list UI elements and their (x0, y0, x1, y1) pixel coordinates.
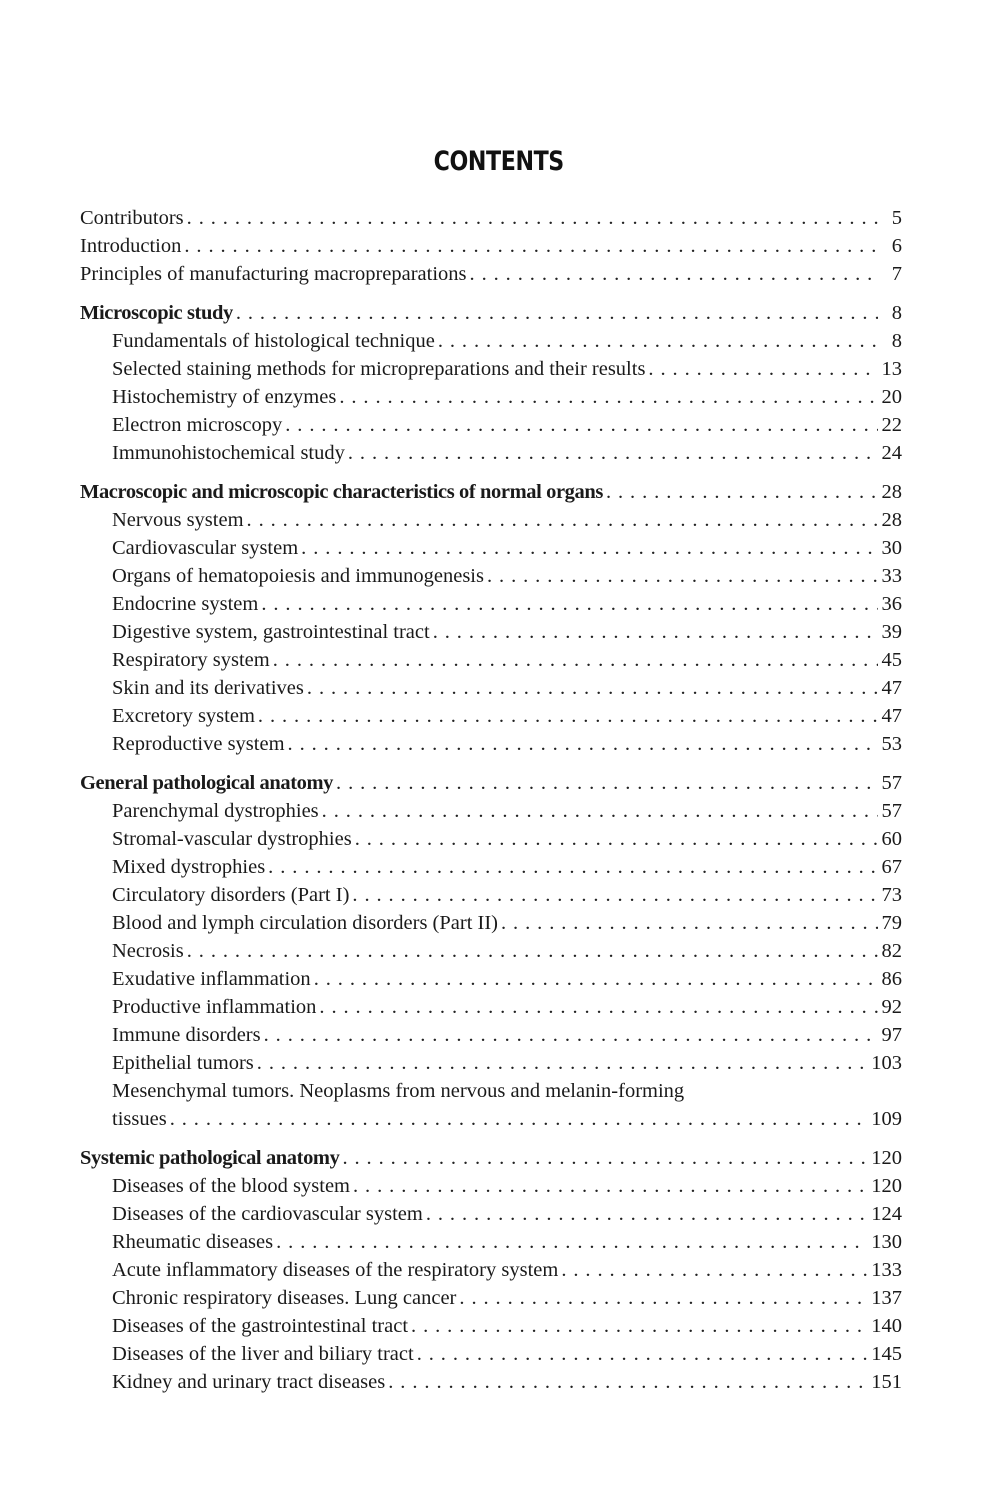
toc-entry-page: 79 (881, 912, 902, 934)
leader-dots (459, 1284, 867, 1312)
toc-entry-label: Rheumatic diseases (112, 1231, 274, 1253)
toc-entry[interactable] (80, 260, 902, 288)
leader-dots (288, 730, 878, 758)
toc-entry[interactable] (80, 797, 902, 825)
toc-entry-label: Respiratory system (112, 649, 270, 671)
toc-entry[interactable] (80, 327, 902, 355)
leader-dots (355, 825, 878, 853)
toc-entry-label: Organs of hematopoiesis and immunogenesis (112, 565, 484, 587)
toc-entry-label: Skin and its derivatives (112, 677, 304, 699)
toc-entry-page: 67 (881, 856, 902, 878)
leader-dots (236, 299, 878, 327)
toc-entry-label: Excretory system (112, 705, 255, 727)
toc-entry[interactable] (80, 730, 902, 758)
toc-entry-page: 130 (871, 1231, 902, 1253)
toc-entry-page: 97 (881, 1024, 902, 1046)
toc-entry-label: Selected staining methods for micropreparations and their results (112, 358, 646, 380)
toc-entry[interactable] (80, 1284, 902, 1312)
toc-entry[interactable] (80, 506, 902, 534)
toc-section-heading[interactable] (80, 299, 902, 327)
toc-entry-label: Epithelial tumors (112, 1052, 254, 1074)
toc-entry[interactable] (80, 1200, 902, 1228)
toc-entry-label: Histochemistry of enzymes (112, 386, 337, 408)
toc-entry-label: Diseases of the blood system (112, 1175, 350, 1197)
toc-entry-page: 82 (881, 940, 902, 962)
table-of-contents (80, 204, 902, 1407)
toc-entry-label: Reproductive system (112, 733, 285, 755)
toc-entry-page: 57 (881, 800, 902, 822)
toc-entry-wrapped-line[interactable] (80, 1077, 902, 1105)
toc-entry-label: Necrosis (112, 940, 184, 962)
toc-entry-page: 5 (891, 207, 902, 229)
toc-section-normal-organs (80, 478, 902, 758)
leader-dots (258, 702, 878, 730)
toc-heading-label: Microscopic study (80, 302, 233, 324)
toc-entry-page: 92 (881, 996, 902, 1018)
toc-entry[interactable] (80, 853, 902, 881)
leader-dots (336, 769, 877, 797)
toc-entry-page: 140 (871, 1315, 902, 1337)
toc-entry-label: Fundamentals of histological technique (112, 330, 435, 352)
leader-dots (438, 327, 878, 355)
toc-entry[interactable] (80, 383, 902, 411)
toc-entry-label: Nervous system (112, 509, 244, 531)
toc-entry-page: 47 (881, 677, 902, 699)
leader-dots (501, 909, 878, 937)
leader-dots (187, 937, 878, 965)
leader-dots (426, 1200, 867, 1228)
toc-entry-label: Electron microscopy (112, 414, 283, 436)
toc-entry[interactable] (80, 562, 902, 590)
toc-entry-page: 145 (871, 1343, 902, 1365)
leader-dots (339, 383, 877, 411)
leader-dots (247, 506, 878, 534)
toc-section-general-pathological-anatomy (80, 769, 902, 1133)
toc-entry-page: 33 (881, 565, 902, 587)
toc-entry-label: Cardiovascular system (112, 537, 299, 559)
toc-entry-page: 137 (871, 1287, 902, 1309)
leader-dots (187, 204, 878, 232)
leader-dots (273, 646, 878, 674)
toc-entry-label: Circulatory disorders (Part I) (112, 884, 350, 906)
toc-entry-page: 109 (871, 1108, 902, 1130)
leader-dots (301, 534, 877, 562)
toc-entry-page: 13 (881, 358, 902, 380)
leader-dots (319, 993, 877, 1021)
leader-dots (433, 618, 878, 646)
page-title: CONTENTS (433, 146, 564, 177)
toc-entry-label: Immunohistochemical study (112, 442, 345, 464)
toc-entry[interactable] (80, 232, 902, 260)
toc-entry-page: 47 (881, 705, 902, 727)
toc-entry-page: 103 (871, 1052, 902, 1074)
leader-dots (348, 439, 878, 467)
toc-entry-label: Mixed dystrophies (112, 856, 266, 878)
leader-dots (184, 232, 878, 260)
toc-entry-label: Chronic respiratory diseases. Lung cancer (112, 1287, 457, 1309)
toc-entry-label: Diseases of the cardiovascular system (112, 1203, 423, 1225)
toc-entry-page: 133 (871, 1259, 902, 1281)
toc-entry-label: Exudative inflammation (112, 968, 311, 990)
toc-entry-page: 60 (881, 828, 902, 850)
toc-entry[interactable] (80, 1105, 902, 1133)
leader-dots (353, 1172, 867, 1200)
toc-entry-page: 20 (881, 386, 902, 408)
leader-dots (322, 797, 878, 825)
toc-entry[interactable] (80, 1172, 902, 1200)
toc-entry-label: Blood and lymph circulation disorders (Part II) (112, 912, 498, 934)
toc-entry[interactable] (80, 1256, 902, 1284)
toc-entry-label: Principles of manufacturing macropreparations (80, 263, 467, 285)
toc-entry[interactable] (80, 674, 902, 702)
toc-entry-label: Contributors (80, 207, 184, 229)
toc-heading-label: Macroscopic and microscopic characteristics of normal organs (80, 481, 603, 503)
leader-dots (342, 1144, 867, 1172)
toc-entry-label: Kidney and urinary tract diseases (112, 1371, 386, 1393)
toc-entry-page: 39 (881, 621, 902, 643)
leader-dots (276, 1228, 867, 1256)
leader-dots (561, 1256, 867, 1284)
leader-dots (352, 881, 877, 909)
toc-heading-page: 8 (891, 302, 902, 324)
toc-section-systemic-pathological-anatomy (80, 1144, 902, 1396)
toc-entry-page: 6 (891, 235, 902, 257)
toc-section-heading[interactable] (80, 478, 902, 506)
toc-heading-label: General pathological anatomy (80, 772, 334, 794)
toc-entry-label: Diseases of the gastrointestinal tract (112, 1315, 409, 1337)
toc-entry[interactable] (80, 411, 902, 439)
toc-entry-page: 53 (881, 733, 902, 755)
toc-entry-page: 120 (871, 1175, 902, 1197)
toc-entry-label: Introduction (80, 235, 182, 257)
toc-entry-label: Diseases of the liver and biliary tract (112, 1343, 414, 1365)
toc-entry-page: 22 (881, 414, 902, 436)
toc-heading-page: 120 (871, 1147, 902, 1169)
toc-entry[interactable] (80, 1312, 902, 1340)
toc-entry-label: Endocrine system (112, 593, 259, 615)
toc-entry[interactable] (80, 204, 902, 232)
toc-entry[interactable] (80, 1021, 902, 1049)
leader-dots (388, 1368, 867, 1396)
leader-dots (285, 411, 877, 439)
leader-dots (470, 260, 878, 288)
toc-entry[interactable] (80, 439, 902, 467)
toc-entry[interactable] (80, 1228, 902, 1256)
toc-entry-page: 86 (881, 968, 902, 990)
leader-dots (268, 853, 877, 881)
toc-entry-label: Parenchymal dystrophies (112, 800, 319, 822)
leader-dots (261, 590, 877, 618)
leader-dots (257, 1049, 867, 1077)
toc-entry[interactable] (80, 909, 902, 937)
toc-heading-label: Systemic pathological anatomy (80, 1147, 340, 1169)
toc-entry[interactable] (80, 1340, 902, 1368)
toc-heading-page: 28 (881, 481, 902, 503)
toc-section-front-matter (80, 204, 902, 288)
toc-entry-page: 36 (881, 593, 902, 615)
toc-entry-page: 7 (891, 263, 902, 285)
toc-entry[interactable] (80, 646, 902, 674)
toc-entry-label: Digestive system, gastrointestinal tract (112, 621, 430, 643)
leader-dots (417, 1340, 868, 1368)
toc-entry-label: Productive inflammation (112, 996, 317, 1018)
toc-entry[interactable] (80, 825, 902, 853)
toc-section-heading[interactable] (80, 769, 902, 797)
leader-dots (411, 1312, 867, 1340)
toc-entry-page: 24 (881, 442, 902, 464)
leader-dots (307, 674, 878, 702)
toc-heading-page: 57 (881, 772, 902, 794)
leader-dots (264, 1021, 878, 1049)
leader-dots (648, 355, 877, 383)
toc-entry[interactable] (80, 965, 902, 993)
toc-entry[interactable] (80, 618, 902, 646)
toc-entry[interactable] (80, 1049, 902, 1077)
toc-entry[interactable] (80, 937, 902, 965)
toc-entry-page: 73 (881, 884, 902, 906)
toc-entry[interactable] (80, 1368, 902, 1396)
toc-entry[interactable] (80, 993, 902, 1021)
toc-entry-page: 30 (881, 537, 902, 559)
toc-entry-page: 28 (881, 509, 902, 531)
toc-entry[interactable] (80, 881, 902, 909)
toc-entry-page: 151 (871, 1371, 902, 1393)
leader-dots (487, 562, 878, 590)
toc-entry-page: 8 (891, 330, 902, 352)
toc-entry-label-line1: Mesenchymal tumors. Neoplasms from nervous and melanin-forming (112, 1080, 685, 1102)
toc-entry[interactable] (80, 534, 902, 562)
toc-section-microscopic-study (80, 299, 902, 467)
leader-dots (606, 478, 878, 506)
toc-entry-label: Stromal-vascular dystrophies (112, 828, 352, 850)
toc-section-heading[interactable] (80, 1144, 902, 1172)
leader-dots (314, 965, 878, 993)
toc-entry-label: tissues (112, 1108, 167, 1130)
toc-entry-label: Immune disorders (112, 1024, 261, 1046)
toc-entry[interactable] (80, 702, 902, 730)
toc-entry-label: Acute inflammatory diseases of the respiratory system (112, 1259, 559, 1281)
leader-dots (170, 1105, 868, 1133)
toc-entry[interactable] (80, 355, 902, 383)
toc-entry-page: 124 (871, 1203, 902, 1225)
toc-entry-page: 45 (881, 649, 902, 671)
toc-entry[interactable] (80, 590, 902, 618)
